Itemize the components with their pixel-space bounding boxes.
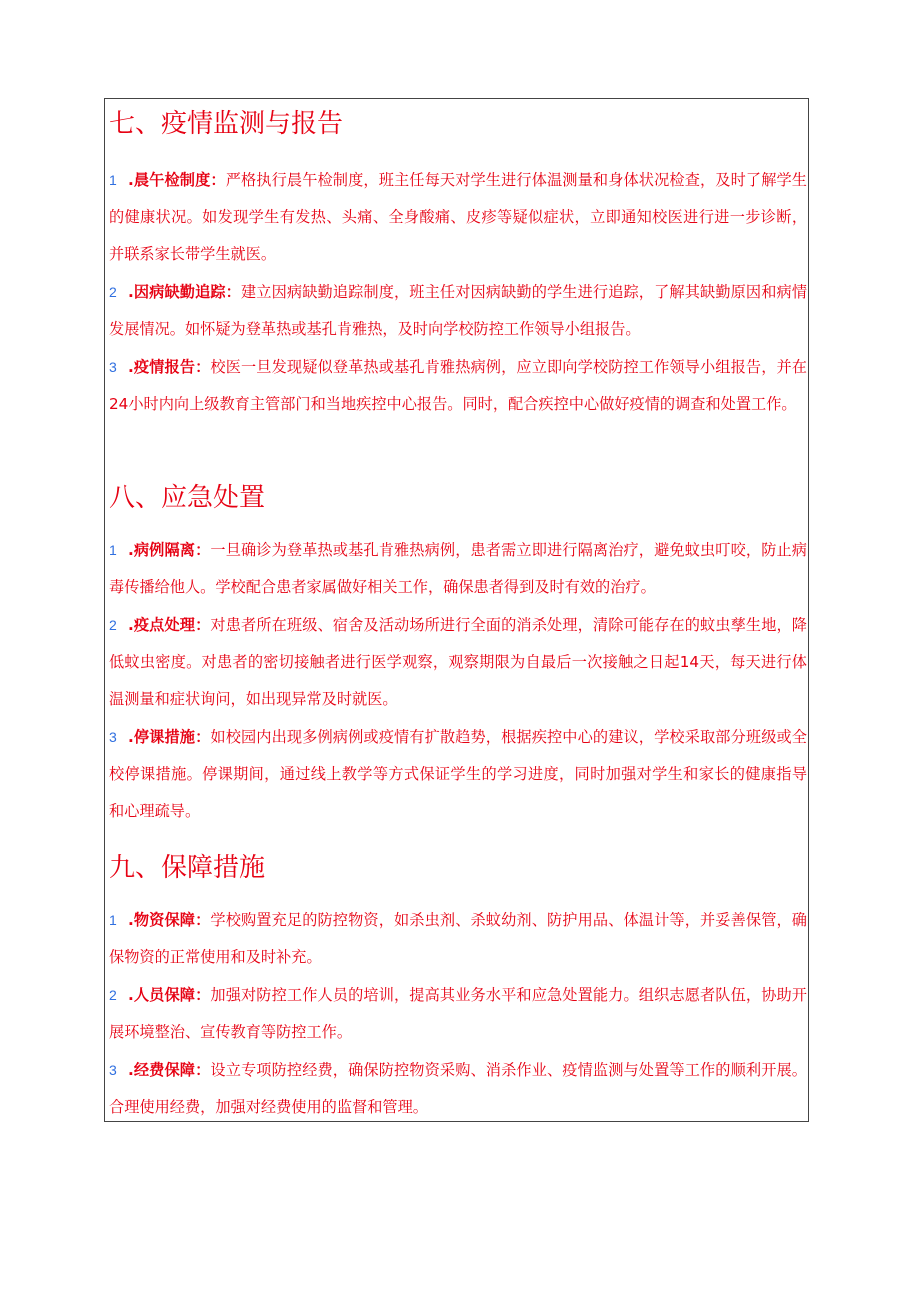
- item-number: 3: [109, 729, 117, 745]
- item-title: .物资保障：: [128, 911, 211, 929]
- item-body: 一旦确诊为登革热或基孔肯雅热病例，患者需立即进行隔离治疗，避免蚊虫叮咬，防止病毒传播给他人。学校配合患者家属做好相关工作，确保患者得到及时有效的治疗。: [109, 541, 807, 596]
- item-title: .因病缺勤追踪：: [128, 283, 241, 301]
- item-body: 建立因病缺勤追踪制度，班主任对因病缺勤的学生进行追踪，了解其缺勤原因和病情发展情况。如怀疑为登革热或基孔肯雅热，及时向学校防控工作领导小组报告。: [109, 283, 808, 338]
- item-number: 2: [109, 987, 117, 1003]
- item-text: [109, 349, 807, 423]
- list-item: [109, 719, 807, 830]
- item-title: .经费保障：: [128, 1061, 211, 1079]
- item-text: [109, 902, 807, 976]
- list-item: [109, 349, 807, 423]
- item-number: 1: [109, 172, 117, 188]
- list-item: [109, 607, 807, 718]
- item-text: [109, 532, 807, 606]
- item-text: [109, 607, 807, 718]
- list-item: [109, 902, 807, 976]
- item-body: 设立专项防控经费，确保防控物资采购、消杀作业、疫情监测与处置等工作的顺利开展。合理使用经费，加强对经费使用的监督和管理。: [109, 1061, 807, 1116]
- item-text: [109, 977, 807, 1051]
- item-number: 1: [109, 912, 117, 928]
- item-body: 对患者所在班级、宿舍及活动场所进行全面的消杀处理，清除可能存在的蚊虫孳生地，降低蚊虫密度。对患者的密切接触者进行医学观察，观察期限为自最后一次接触之日起14天，每天进行体温测量和症状询问，如出现异常及时就医。: [109, 616, 807, 708]
- item-body: 加强对防控工作人员的培训，提高其业务水平和应急处置能力。组织志愿者队伍，协助开展环境整治、宣传教育等防控工作。: [109, 986, 807, 1041]
- item-title: .人员保障：: [128, 986, 211, 1004]
- item-text: [109, 719, 807, 830]
- item-body: 严格执行晨午检制度，班主任每天对学生进行体温测量和身体状况检查，及时了解学生的健康状况。如发现学生有发热、头痛、全身酸痛、皮疹等疑似症状，立即通知校医进行进一步诊断，并联系家长带学生就医。: [109, 171, 807, 263]
- section-heading: 九、保障措施: [109, 853, 266, 883]
- item-body: 学校购置充足的防控物资，如杀虫剂、杀蚊幼剂、防护用品、体温计等，并妥善保管，确保物资的正常使用和及时补充。: [109, 911, 807, 966]
- item-title: .疫情报告：: [128, 358, 211, 376]
- item-text: [109, 162, 807, 273]
- section-heading: 八、应急处置: [109, 483, 266, 513]
- item-body: 校医一旦发现疑似登革热或基孔肯雅热病例，应立即向学校防控工作领导小组报告，并在24小时内向上级教育主管部门和当地疾控中心报告。同时，配合疾控中心做好疫情的调查和处置工作。: [109, 358, 807, 413]
- item-text: [109, 274, 807, 348]
- item-text: [109, 1052, 807, 1126]
- document-frame: [104, 98, 809, 1122]
- item-title: .病例隔离：: [128, 541, 211, 559]
- item-number: 3: [109, 1062, 117, 1078]
- item-number: 1: [109, 542, 117, 558]
- item-title: .晨午检制度：: [128, 171, 226, 189]
- list-item: [109, 162, 807, 273]
- item-title: .停课措施：: [128, 728, 211, 746]
- list-item: [109, 1052, 807, 1126]
- section-heading: 七、疫情监测与报告: [109, 109, 344, 139]
- item-title: .疫点处理：: [128, 616, 211, 634]
- item-number: 2: [109, 284, 117, 300]
- list-item: [109, 977, 807, 1051]
- list-item: [109, 274, 807, 348]
- item-number: 3: [109, 359, 117, 375]
- list-item: [109, 532, 807, 606]
- item-body: 如校园内出现多例病例或疫情有扩散趋势，根据疾控中心的建议，学校采取部分班级或全校停课措施。停课期间，通过线上教学等方式保证学生的学习进度，同时加强对学生和家长的健康指导和心理疏导。: [109, 728, 807, 820]
- item-number: 2: [109, 617, 117, 633]
